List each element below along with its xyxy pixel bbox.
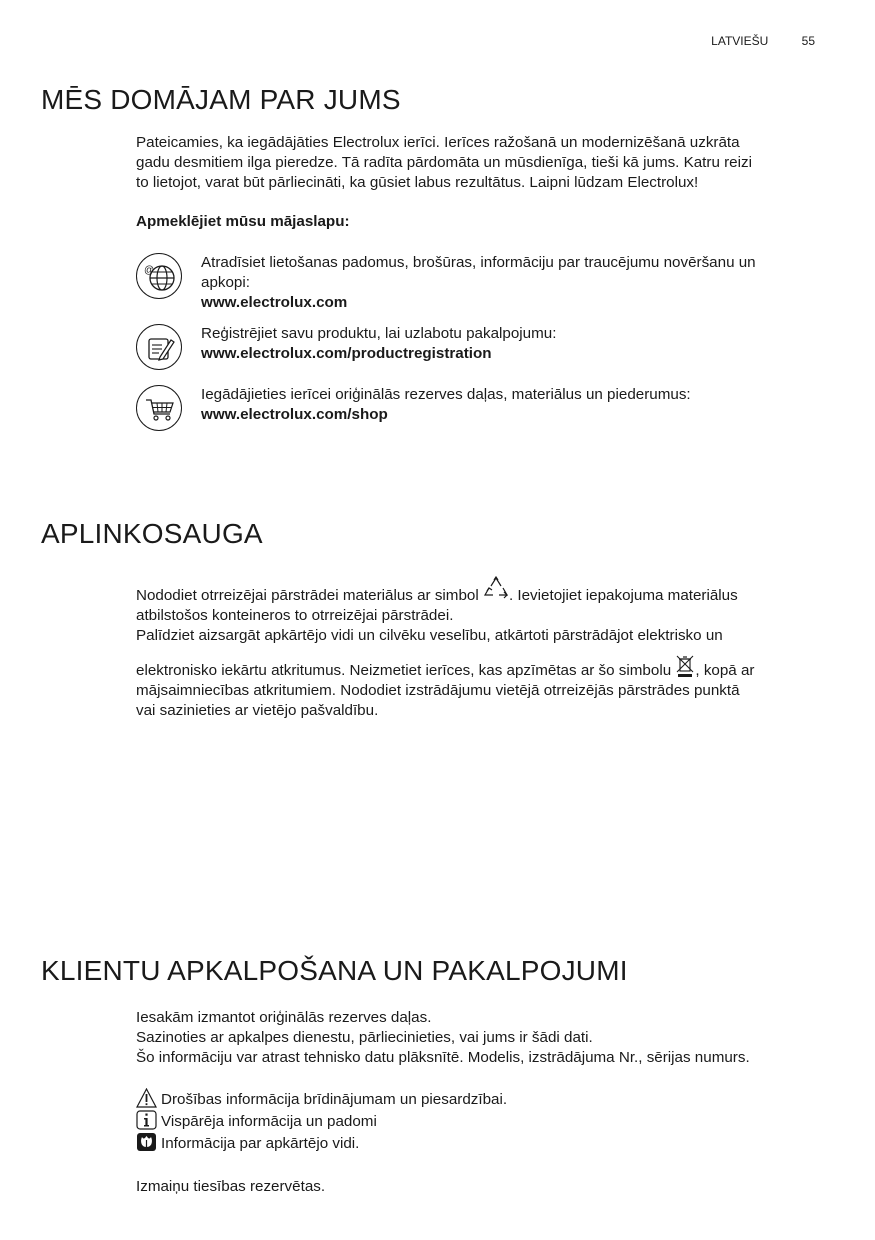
intro-line: gadu desmitiem ilga pieredze. Tā radīta pārdomāta un mūsdienīga, tieši kā jums. Katru reizi [136,154,752,171]
link-text-shop [201,385,821,425]
environment-text: . Ievietojiet iepakojuma materiālus [508,587,738,604]
intro-paragraph [136,133,821,193]
link-description: apkopi: [201,274,250,291]
link-description: Reģistrējiet savu produktu, lai uzlabotu pakalpojumu: [201,325,557,342]
web-globe-icon [136,253,182,299]
visit-heading: Apmeklējiet mūsu mājaslapu: [136,213,350,230]
language-label: LATVIEŠU [711,34,769,48]
service-paragraph [136,1008,821,1068]
warning-triangle-icon [136,1088,157,1108]
section-title-about: MĒS DOMĀJAM PAR JUMS [41,84,401,115]
service-line: Šo informāciju var atrast tehnisko datu plāksnītē. Modelis, izstrādājuma Nr., sērijas numurs. [136,1049,750,1066]
environment-line: Palīdziet aizsargāt apkārtējo vidi un cilvēku veselību, atkārtoti pārstrādājot elektrisko un [136,627,723,644]
registration-link[interactable]: www.electrolux.com/productregistration [201,345,492,362]
environment-line: vai sazinieties ar vietējo pašvaldību. [136,702,379,719]
environment-text: elektronisko iekārtu atkritumus. Neizmetiet ierīces, kas apzīmētas ar šo simbolu [136,662,672,679]
legend-row-environment [136,1132,821,1154]
legend-text: Informācija par apkārtējo vidi. [161,1135,360,1152]
environment-line [136,576,821,606]
service-line: Iesakām izmantot oriģinālās rezerves daļas. [136,1009,432,1026]
environment-line: atbilstošos konteineros to otrreizējai pārstrādei. [136,607,454,624]
legend-text: Vispārēja informācija un padomi [161,1113,377,1130]
info-icon [136,1110,157,1130]
register-document-icon [136,324,182,370]
footer-note: Izmaiņu tiesības rezervētas. [136,1178,326,1195]
website-link[interactable]: www.electrolux.com [201,294,348,311]
symbol-legend [136,1088,821,1154]
environment-leaf-icon [136,1132,157,1152]
link-row-website [136,253,821,311]
link-description: Iegādājieties ierīcei oriģinālās rezerves daļas, materiālus un piederumus: [201,386,691,403]
intro-line: to lietojot, varat būt pārliecināti, ka gūsiet labus rezultātus. Laipni lūdzam Electrolux! [136,174,699,191]
link-row-registration [136,324,821,374]
shopping-cart-icon [136,385,182,431]
recycle-icon [483,576,509,602]
link-text-website [201,253,821,313]
environment-line [136,654,821,681]
section-title-environment: APLINKOSAUGA [41,518,263,549]
crossed-bin-icon [675,654,695,678]
intro-line: Pateicamies, ka iegādājāties Electrolux ierīci. Ierīces ražošanā un modernizēšanā uzkrāta [136,134,740,151]
shop-link[interactable]: www.electrolux.com/shop [201,406,388,423]
section-title-customer-service: KLIENTU APKALPOŠANA UN PAKALPOJUMI [41,955,628,986]
service-line: Sazinoties ar apkalpes dienestu, pārliecinieties, vai jums ir šādi dati. [136,1029,593,1046]
page-header [711,34,815,48]
environment-paragraph [136,576,821,721]
page-number: 55 [801,34,815,48]
environment-text: Nododiet otrreizējai pārstrādei materiālus ar simbol [136,587,479,604]
environment-text: , kopā ar [695,662,755,679]
svg-text:@: @ [144,265,155,276]
link-description: Atradīsiet lietošanas padomus, brošūras, informāciju par traucējumu novēršanu un [201,254,756,271]
legend-text: Drošības informācija brīdinājumam un piesardzībai. [161,1091,508,1108]
link-row-shop [136,385,821,435]
link-text-registration [201,324,821,364]
legend-row-safety [136,1088,821,1110]
environment-line: mājsaimniecības atkritumiem. Nododiet izstrādājumu vietējā otrreizējās pārstrādes punktā [136,682,740,699]
legend-row-info [136,1110,821,1132]
